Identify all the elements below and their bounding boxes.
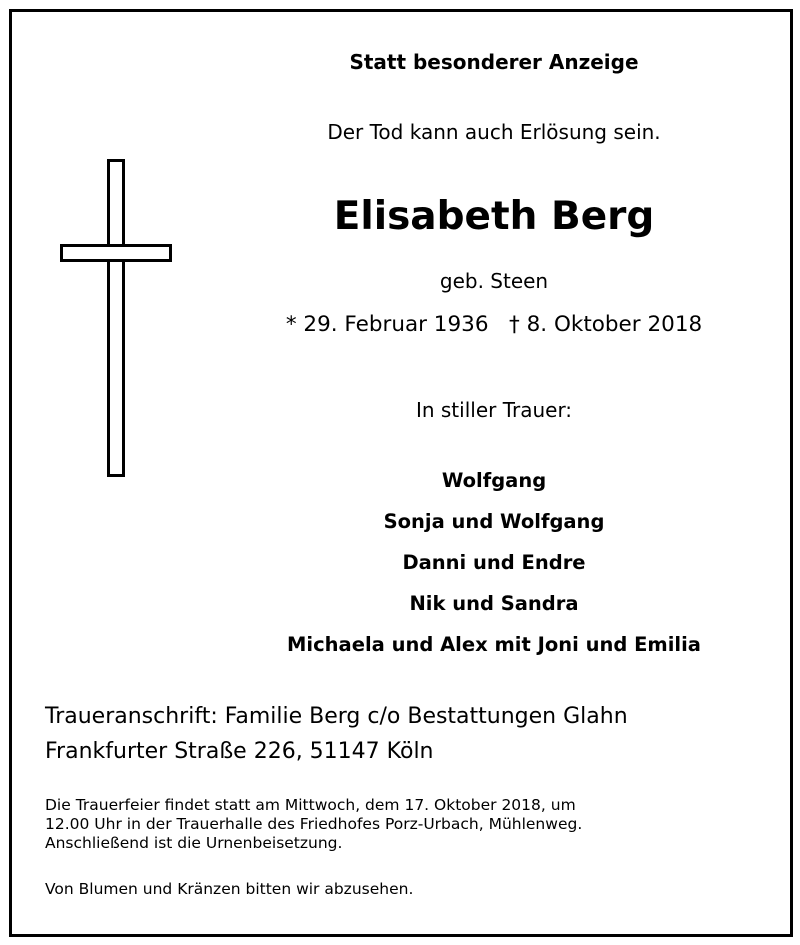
cross-center-fill: [110, 247, 122, 259]
life-dates: * 29. Februar 1936 † 8. Oktober 2018: [285, 312, 703, 337]
motto: Der Tod kann auch Erlösung sein.: [327, 120, 661, 144]
address-line-1: Traueranschrift: Familie Berg c/o Bestattungen Glahn: [45, 704, 628, 729]
mourning-line: In stiller Trauer:: [415, 398, 573, 422]
cross-vertical-beam: [107, 159, 125, 477]
maiden-name: geb. Steen: [439, 269, 549, 293]
mourner-name: Nik und Sandra: [409, 592, 579, 615]
flowers-request: Von Blumen und Kränzen bitten wir abzusehen.: [45, 880, 414, 898]
notice-line-1: Die Trauerfeier findet statt am Mittwoch, dem 17. Oktober 2018, um: [45, 796, 576, 814]
notice-line-3: Anschließend ist die Urnenbeisetzung.: [45, 834, 343, 852]
obituary-notice: [9, 9, 793, 937]
funeral-notice: [45, 796, 757, 853]
notice-header: Statt besonderer Anzeige: [349, 50, 639, 74]
mourner-name: Danni und Endre: [402, 551, 586, 574]
mourners-list: [252, 460, 736, 665]
mourning-address: [45, 699, 628, 769]
cross-icon: [60, 159, 172, 477]
deceased-name: Elisabeth Berg: [333, 194, 655, 239]
mourner-name: Wolfgang: [441, 469, 547, 492]
mourner-name: Michaela und Alex mit Joni und Emilia: [287, 633, 701, 656]
notice-line-2: 12.00 Uhr in der Trauerhalle des Friedhofes Porz-Urbach, Mühlenweg.: [45, 815, 583, 833]
mourner-name: Sonja und Wolfgang: [383, 510, 605, 533]
address-line-2: Frankfurter Straße 226, 51147 Köln: [45, 739, 434, 764]
